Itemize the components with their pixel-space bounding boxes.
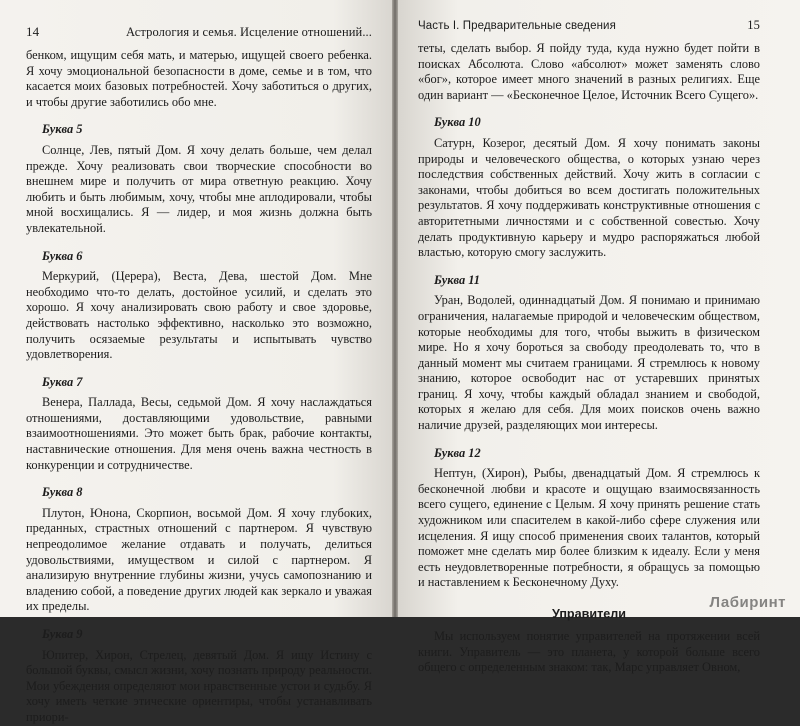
intro-paragraph: бенком, ищущим себя мать, и матерью, ищущей своего ребенка. Я хочу эмоциональной безопасности в доме, семье и в том, что касается моих базовых потребностей. Хочу заботиться о других, и чтобы другие заботились обо мне.	[26, 48, 372, 109]
right-running-head	[418, 18, 760, 33]
watermark-logo: Лабиринт	[709, 594, 786, 611]
section-paragraph: Мы используем понятие управителей на протяжении всей книги. Управитель — это планета, у которой больше всего общего с определенным знаком: так, Марс управляет Овном,	[418, 629, 760, 675]
letter-heading: Буква 7	[42, 374, 83, 389]
letter-heading: Буква 12	[434, 445, 481, 460]
letter-heading: Буква 11	[434, 272, 480, 287]
intro-paragraph: теты, сделать выбор. Я пойду туда, куда нужно будет пойти в поисках Абсолюта. Слово «абсолют» может заменять слово «бог», которое имеет много значений в разных религиях. Еще один вариант — «Бесконечное Целое, Источник Всего Сущего».	[418, 41, 760, 102]
letter-heading: Буква 8	[42, 485, 83, 500]
page-number: 15	[747, 18, 760, 32]
section-heading: Управители	[551, 607, 627, 621]
running-head-title: Часть I. Предварительные сведения	[418, 20, 616, 32]
letter-paragraph: Солнце, Лев, пятый Дом. Я хочу делать больше, чем делал прежде. Хочу реализовать свои творческие способности во внешнем мире и получить от мира ответную реакцию. Хочу любить и быть любимым, хочу, чтобы мне аплодировали, чтобы мной восхищались. Я — лидер, и моя жизнь должна быть увлекательной.	[26, 142, 372, 235]
running-head-title: Астрология и семья. Исцеление отношений...	[125, 25, 372, 39]
letter-heading: Буква 5	[42, 122, 83, 137]
page-number: 14	[26, 24, 40, 39]
letter-paragraph: Сатурн, Козерог, десятый Дом. Я хочу понимать законы природы и человеческого общества, о которых узнаю через последствия собственных действий. Хочу жить в согласии с законами, чтобы добиться во всем достигать положительных результатов. Я хочу поддерживать конструктивные отношения с авторитетными личностями и с собственной совестью. Хочу делать продуктивную карьеру и мудро распоряжаться любой властью, которую смогу заслужить.	[418, 135, 760, 260]
letter-paragraph: Меркурий, (Церера), Веста, Дева, шестой Дом. Мне необходимо что-то делать, достойное усилий, и сделать это хорошо. Я хочу анализировать свою работу и свое здоровье, действовать настолько эффективно, насколько это возможно, получить осязаемые результаты и испытывать чувство удовлетворения.	[26, 269, 372, 362]
letter-heading: Буква 6	[42, 248, 83, 263]
letter-paragraph: Юпитер, Хирон, Стрелец, девятый Дом. Я ищу Истину с большой буквы, смысл жизни, хочу познать природу реальности. Мои убеждения определяют мои нравственные устои и судьбу. Я хочу иметь четкие этические ориентиры, чтобы устанавливать приори-	[26, 647, 372, 724]
left-running-head	[26, 24, 372, 40]
left-page	[0, 0, 392, 724]
letter-paragraph: Плутон, Юнона, Скорпион, восьмой Дом. Я хочу глубоких, преданных, страстных отношений с партнером. Я чувствую непреодолимое желание отдавать и получать, делиться удовольствиями, имуществом и силой с партнером. Я анализирую внутренние глубины жизни, учусь самопознанию и владению собой, а поведение других людей как зеркало и уважая их пределы.	[26, 505, 372, 614]
letter-paragraph: Уран, Водолей, одиннадцатый Дом. Я понимаю и принимаю ограничения, налагаемые природой и человеческим обществом, которые необходимы для того, чтобы выжить в физическом мире. Но я хочу бороться за свободу преодолевать то, что в данный момент мы считаем границами. Я стремлюсь к новому знанию, которое освободит нас от устаревших принятых границ. Я хочу, чтобы каждый обладал знанием и свободой, которых я желаю для себя. Для моих поисков очень важно наличие друзей, разделяющих мои интересы.	[418, 293, 760, 433]
letter-paragraph: Нептун, (Хирон), Рыбы, двенадцатый Дом. Я стремлюсь к бесконечной любви и красоте и ощущаю взаимосвязанность всего сущего, единение с Целым. Я хочу принять решение стать художником или спасителем в какой-либо сфере служения или исцеления. Я ищу способ применения своих талантов, который поможет мне сделать мир более близким к идеалу. Если у меня есть неудовлетворенные потребности, я обращусь за помощью и наставлением к Бесконечному Духу.	[418, 466, 760, 590]
letter-paragraph: Венера, Паллада, Весы, седьмой Дом. Я хочу наслаждаться отношениями, доставляющими удовольствие, равными взаимоотношениями. Это может быть брак, рабочие контакты, наставнические отношения. Для меня очень важна честность в конкуренции и сотрудничестве.	[26, 395, 372, 472]
right-page	[398, 0, 800, 675]
letter-heading: Буква 9	[42, 627, 83, 641]
letter-heading: Буква 10	[434, 115, 481, 130]
